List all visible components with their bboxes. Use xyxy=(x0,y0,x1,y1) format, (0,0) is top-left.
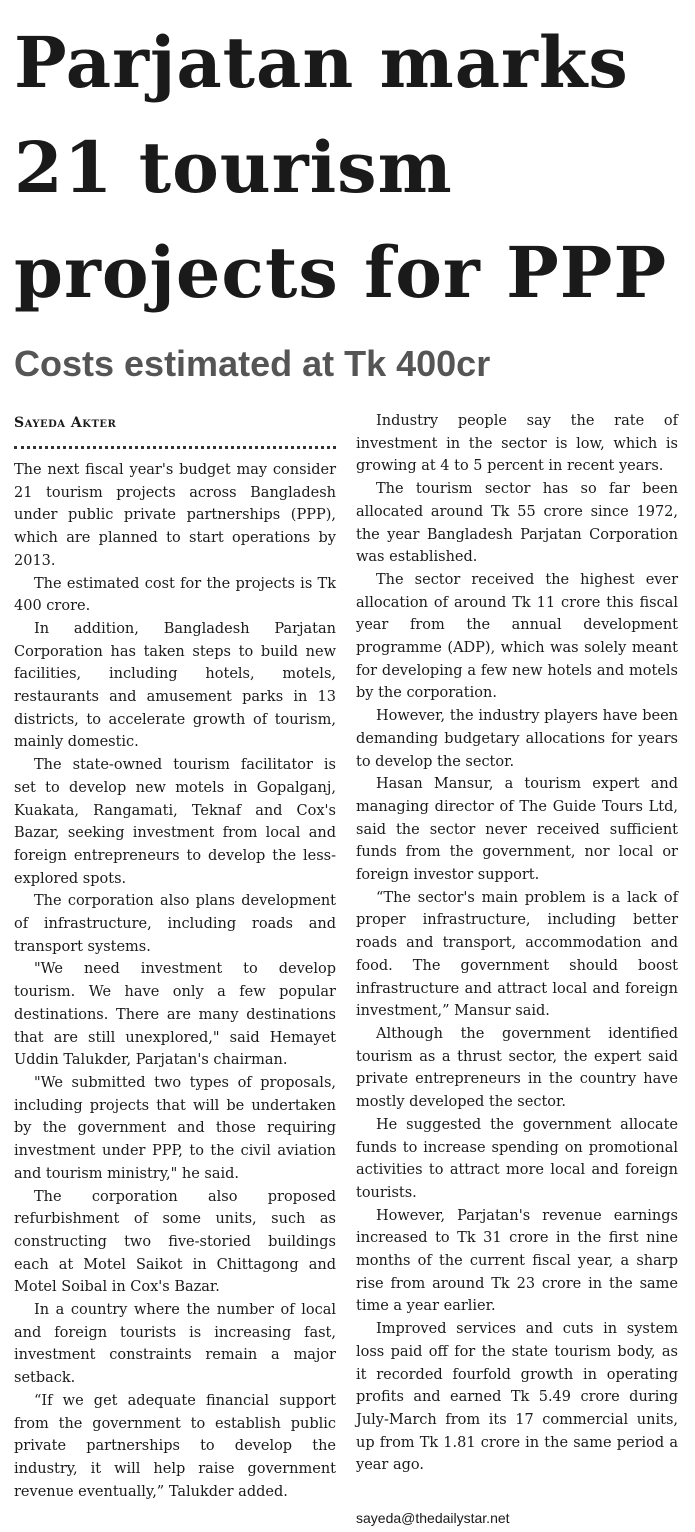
headline-line: Parjatan marks xyxy=(14,21,629,104)
paragraph: “The sector's main problem is a lack of proper infrastructure, including better roads and transport, accommodation and food. The government should boost infrastructure and attract local and foreign investment,” Mansur said. xyxy=(356,889,678,1020)
paragraph: The estimated cost for the projects is Tk 400 crore. xyxy=(14,575,336,615)
dotted-divider xyxy=(14,446,336,449)
paragraph: The tourism sector has so far been allocated around Tk 55 crore since 1972, the year Bangladesh Parjatan Corporation was established. xyxy=(356,481,678,566)
article-subheadline: Costs estimated at Tk 400cr xyxy=(14,343,491,384)
paragraph: Although the government identified tourism as a thrust sector, the expert said private entrepreneurs in the country have mostly developed the sector. xyxy=(356,1025,678,1111)
headline-line: 21 tourism xyxy=(14,126,453,209)
paragraph: Hasan Mansur, a tourism expert and managing director of The Guide Tours Ltd, said the sector never received sufficient funds from the government, nor local or foreign investor support. xyxy=(356,776,678,884)
paragraph: The sector received the highest ever allocation of around Tk 11 crore this fiscal year from the annual development programme (ADP), which was solely meant for developing a few new hotels and motels by the corporation. xyxy=(356,571,678,702)
paragraph: The state-owned tourism facilitator is set to develop new motels in Gopalganj, Kuakata, Rangamati, Teknaf and Cox's Bazar, seeking investment from local and foreign entrepreneurs to develop the less-explored spots. xyxy=(14,757,336,887)
article-column-left xyxy=(14,410,336,1503)
paragraph: In a country where the number of local and foreign tourists is increasing fast, investment constraints remain a major setback. xyxy=(14,1302,336,1387)
paragraph: In addition, Bangladesh Parjatan Corporation has taken steps to build new facilities, including hotels, motels, restaurants and amusement parks in 13 districts, to accelerate growth of tourism, mainly domestic. xyxy=(14,620,336,751)
paragraph: The next fiscal year's budget may consider 21 tourism projects across Bangladesh under public private partnerships (PPP), which are planned to start operations by 2013. xyxy=(14,462,336,569)
paragraph: "We submitted two types of proposals, including projects that will be undertaken by the government and those requiring investment under PPP, to the civil aviation and tourism ministry," he said. xyxy=(14,1074,336,1182)
paragraph: He suggested the government allocate funds to increase spending on promotional activities to attract more local and foreign tourists. xyxy=(356,1116,678,1201)
article-column-right xyxy=(356,410,678,1529)
author-email: sayeda@thedailystar.net xyxy=(356,1510,510,1527)
paragraph: Improved services and cuts in system loss paid off for the state tourism body, as it recorded fourfold growth in operating profits and earned Tk 5.49 crore during July-March from its 17 commercial units, up from Tk 1.81 crore in the same period a year ago. xyxy=(356,1321,678,1474)
paragraph: "We need investment to develop tourism. We have only a few popular destinations. There are many destinations that are still unexplored," said Hemayet Uddin Talukder, Parjatan's chairman. xyxy=(14,961,336,1069)
headline-line: projects for PPP xyxy=(14,231,668,314)
paragraph: However, Parjatan's revenue earnings increased to Tk 31 crore in the first nine months of the current fiscal year, a sharp rise from around Tk 23 crore in the same time a year earlier. xyxy=(356,1207,678,1315)
byline: Sayeda Akter xyxy=(14,415,117,431)
paragraph: The corporation also proposed refurbishment of some units, such as constructing two five-storied buildings each at Motel Saikot in Chittagong and Motel Soibal in Cox's Bazar. xyxy=(14,1188,336,1296)
article-headline xyxy=(14,10,689,325)
paragraph: The corporation also plans development of infrastructure, including roads and transport systems. xyxy=(14,893,336,955)
paragraph: Industry people say the rate of investment in the sector is low, which is growing at 4 to 5 percent in recent years. xyxy=(356,413,678,475)
paragraph: However, the industry players have been demanding budgetary allocations for years to develop the sector. xyxy=(356,708,678,770)
paragraph: “If we get adequate financial support from the government to establish public private partnerships to develop the industry, it will help raise government revenue eventually,” Talukder added. xyxy=(14,1392,336,1500)
